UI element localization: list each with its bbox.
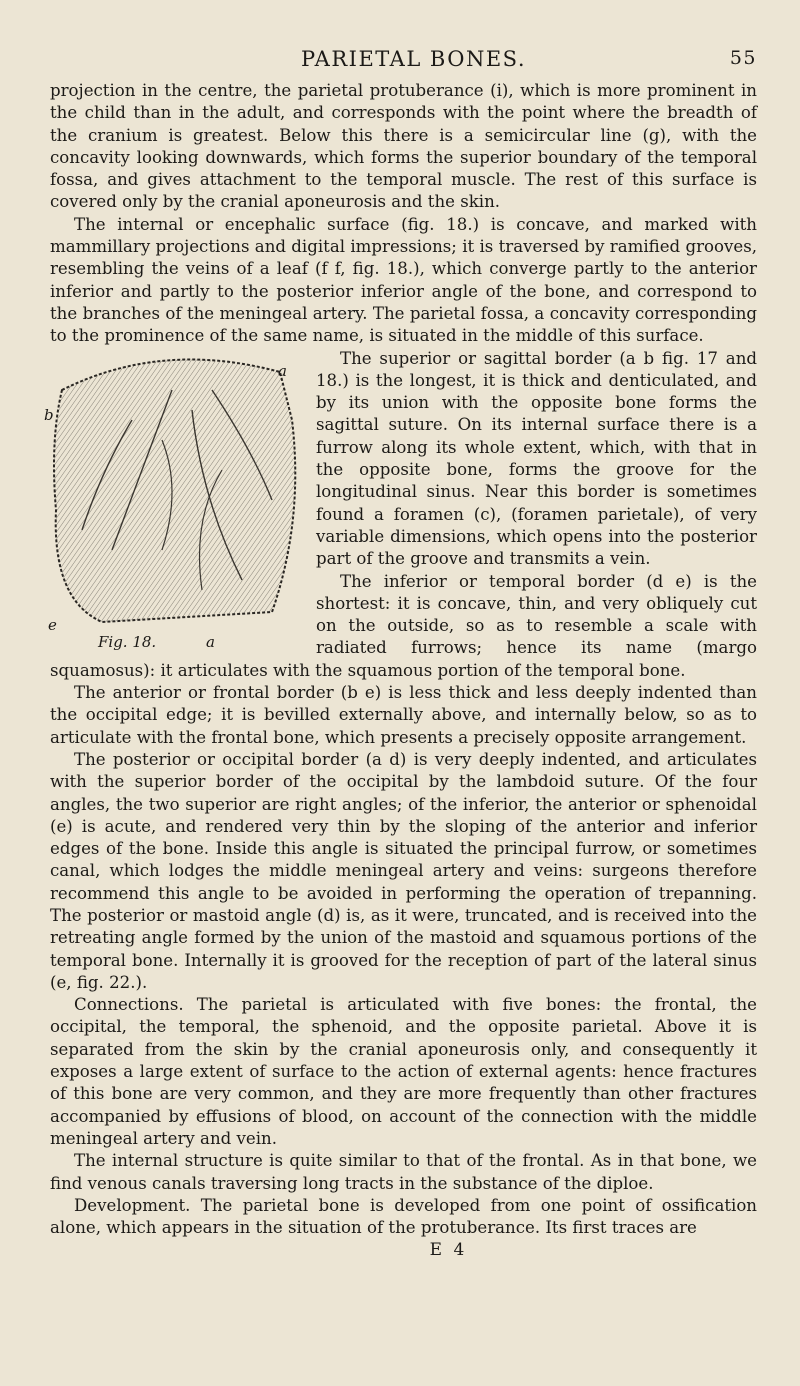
figure-caption: Fig. 18. bbox=[98, 633, 157, 652]
paragraph-3: The superior or sagittal border (a b fig. 17 and 18.) is the longest, it is thick and denticulated, and by its union with the opposite bone forms the sagittal suture. On its internal surface there is a furrow along its whole extent, which, with that in the opposite bone, forms the groove for the longitudinal sinus. Near this border is sometimes found a foramen (c), (foramen parietale), of very variable dimensions, which opens into the posterior part of the groove and transmits a vein. bbox=[316, 348, 757, 569]
paragraph-5: The anterior or frontal border (b e) is less thick and less deeply indented than the occipital edge; it is bevilled externally above, and internally below, so as to articulate with the frontal bone, which presents a precisely opposite arrangement. bbox=[50, 683, 757, 747]
paragraph-1: projection in the centre, the parietal protuberance (i), which is more prominent in the child than in the adult, and corresponds with the point where the breadth of the cranium is greatest. Below this there is a semicircular line (g), with the concavity looking downwards, which forms the superior boundary of the temporal fossa, and gives attachment to the temporal muscle. The rest of this surface is covered only by the cranial aponeurosis and the skin. bbox=[50, 81, 757, 212]
figure-label-a-top: a bbox=[278, 361, 287, 380]
paragraph-9: Development. The parietal bone is developed from one point of ossification alone, which appears in the situation of the protuberance. Its first traces are bbox=[50, 1195, 757, 1238]
body-text bbox=[44, 80, 757, 1239]
paragraph-2-text: The internal or encephalic surface (fig. 18.) is concave, and marked with mammillary projections and digital impressions; it is traversed by ramified grooves, resembling the veins of a leaf (f f, fig. 18.), which converge partly to the anterior inferior and partly to the posterior inferior angle of the bone, and correspond to the branches of the meningeal artery. The parietal fossa, a concavity corresponding to the prominence of the same name, is situated in the middle of this surface. bbox=[50, 214, 757, 346]
paragraph-6: The posterior or occipital border (a d) is very deeply indented, and articulates with the superior border of the occipital by the lambdoid suture. Of the four angles, the two superior are right angles; of the inferior, the anterior or sphenoidal (e) is acute, and rendered very thin by the sloping of the anterior and inferior edges of the bone. Inside this angle is situated the principal furrow, or sometimes canal, which lodges the middle meningeal artery and veins: surgeons therefore recommend this angle to be avoided in performing the operation of trepanning. The posterior or mastoid angle (d) is, as it were, truncated, and is received into the retreating angle formed by the union of the mastoid and squamous portions of the temporal bone. Internally it is grooved for the reception of part of the lateral sinus (e, fig. 22.). bbox=[50, 749, 757, 992]
page-number: 55 bbox=[729, 47, 757, 69]
paragraph-8: The internal structure is quite similar to that of the frontal. As in that bone, we find venous canals traversing long tracts in the substance of the diploe. bbox=[50, 1151, 757, 1193]
signature-mark: E 4 bbox=[429, 1240, 468, 1261]
parietal-bone-illustration bbox=[42, 350, 304, 634]
running-header bbox=[50, 40, 757, 80]
paragraph-7: Connections. The parietal is articulated with five bones: the frontal, the occipital, the temporal, the sphenoid, and the opposite parietal. Above it is separated from the skin by the cranial aponeurosis only, and consequently it exposes a large extent of surface to the action of external agents: hence fractures of this bone are very common, and they are more frequently than other fractures accompanied by effusions of blood, on account of the connection with the middle meningeal artery and vein. bbox=[50, 995, 757, 1148]
paragraph-4: The inferior or temporal border (d e) is the shortest: it is concave, thin, and very obliquely cut on the outside, so as to resemble a scale with radiated furrows; hence its name (margo squamosus): it articulates with the squamous portion of the temporal bone. bbox=[50, 571, 757, 680]
paragraph-2 bbox=[50, 214, 757, 348]
figure-label-b: b bbox=[44, 405, 54, 424]
page-title: PARIETAL BONES. bbox=[300, 47, 526, 71]
figure-label-a-bottom: a bbox=[206, 633, 215, 652]
figure-label-e: e bbox=[48, 615, 57, 634]
figure-18 bbox=[42, 350, 304, 654]
